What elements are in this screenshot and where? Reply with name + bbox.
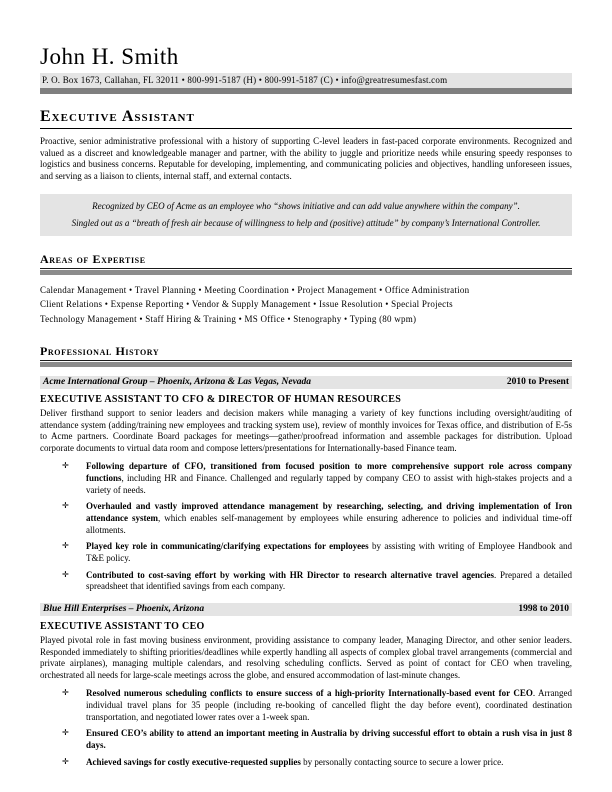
achievement-item: [56, 461, 572, 496]
expertise-heading-rule: [40, 270, 572, 275]
achievement-item: [56, 570, 572, 593]
achievement-detail: by personally contacting source to secure a lower price.: [300, 756, 504, 767]
candidate-name: John H. Smith: [40, 44, 179, 69]
achievement-item: [56, 688, 572, 723]
cross-bullet-icon: ✛: [62, 569, 69, 579]
expertise-section: [40, 252, 572, 326]
header-divider: [40, 88, 572, 94]
company-name: Blue Hill Enterprises – Phoenix, Arizona: [43, 604, 205, 615]
achievement-lead: Following departure of CFO, transitioned from focused position to more comprehensive support role across company functions: [86, 461, 572, 483]
achievement-item: [56, 757, 572, 769]
job-entry: [40, 376, 572, 593]
achievement-lead: Resolved numerous scheduling conflicts to ensure success of a high-priority Internationally-based event for CEO: [86, 688, 533, 699]
job-entry: [40, 603, 572, 768]
achievement-detail: , which enables self-management by employees while ensuring adherence to policies and individual time-off allotments.: [86, 513, 572, 535]
achievement-detail: . Prepared a detailed spreadsheet that identified savings from each company.: [86, 569, 572, 592]
achievement-lead: Overhauled and vastly improved attendance management by researching, selecting, and driving implementation of Iron attendance system: [86, 501, 572, 524]
achievement-item: [56, 728, 572, 751]
expertise-line: Calendar Management • Travel Planning • Meeting Coordination • Project Management • Office Administration: [40, 285, 470, 296]
achievement-lead: Ensured CEO’s ability to attend an important meeting in Australia by driving successful effort to obtain a rush visa in just 8 days.: [86, 728, 572, 750]
expertise-heading: Areas of Expertise: [40, 252, 572, 269]
company-row: [40, 603, 572, 616]
expertise-line: Client Relations • Expense Reporting • Vendor & Supply Management • Issue Resolution • Special Projects: [40, 299, 453, 310]
cross-bullet-icon: ✛: [62, 688, 69, 698]
cross-bullet-icon: ✛: [62, 756, 69, 766]
achievement-lead: Achieved savings for costly executive-requested supplies: [86, 756, 301, 767]
achievement-item: [56, 541, 572, 564]
achievement-list: [40, 461, 572, 593]
cross-bullet-icon: ✛: [62, 461, 69, 471]
job-description: Played pivotal role in fast moving business environment, providing assistance to company leader, Managing Director, and other senior leaders. Responded immediately to shifting priorities/deadlines while expertly handling all aspects of complex global travel arrangements (commercial and private airplanes), managing multiple calendars, and resolving scheduling conflicts. Served as point of contact for CEO when traveling, orchestrated all needs for large-scale meetings across the globe, and ensured accommodation of last-minute changes.: [40, 635, 572, 680]
company-row: [40, 376, 572, 389]
history-heading-rule: [40, 362, 572, 367]
testimonial-quote-1: Recognized by CEO of Acme as an employee who “shows initiative and can add value anywhere within the company”.: [92, 201, 520, 212]
cross-bullet-icon: ✛: [62, 501, 69, 511]
achievement-detail: . Arranged individual travel plans for 35 people (including re-booking of cancelled flight the day before event), coordinated destination transportation, and negotiated lower rates over a 1-week span.: [86, 688, 572, 722]
achievement-lead: Contributed to cost-saving effort by working with HR Director to research alternative travel agencies: [86, 569, 495, 580]
testimonial-quote-2: Singled out as a “breath of fresh air because of willingness to help and (positive) attitude” by company’s International Controller.: [71, 218, 541, 229]
history-section: [40, 344, 572, 768]
profile-section: [40, 108, 572, 182]
history-heading: Professional History: [40, 344, 572, 361]
achievement-detail: by assisting with writing of Employee Handbook and T&E policy.: [86, 541, 572, 564]
header: [40, 44, 572, 94]
testimonial-box: [40, 194, 572, 236]
employment-dates: 2010 to Present: [506, 377, 569, 388]
job-title: EXECUTIVE ASSISTANT TO CEO: [40, 621, 205, 633]
achievement-lead: Played key role in communicating/clarifying expectations for employees: [86, 541, 369, 552]
employment-dates: 1998 to 2010: [518, 604, 569, 615]
expertise-line: Technology Management • Staff Hiring & Training • MS Office • Stenography • Typing (80 wpm): [40, 313, 417, 324]
contact-info: P. O. Box 1673, Callahan, FL 32011 • 800-991-5187 (H) • 800-991-5187 (C) • info@greatresumesfast.com: [40, 73, 572, 88]
achievement-item: [56, 501, 572, 536]
achievement-detail: , including HR and Finance. Challenged and regularly tapped by company CEO to assist with high-stakes projects and a variety of needs.: [86, 472, 572, 495]
achievement-list: [40, 688, 572, 768]
company-name: Acme International Group – Phoenix, Arizona & Las Vegas, Nevada: [43, 377, 312, 388]
job-description: Deliver firsthand support to senior leaders and decision makers while managing a variety of key functions including oversight/auditing of attendance system (adding/training new employees and tracking system use), review of monthly invoices for Texas office, and distribution of E-5s to Acme partners. Coordinate Board packages for meetings—gather/proofread information and assemble packages for distribution. Upload corporate documents to virtual data room and compose letters/presentations for Internationally-based Finance team.: [40, 408, 572, 453]
cross-bullet-icon: ✛: [62, 728, 69, 738]
profile-heading: Executive Assistant: [40, 108, 572, 129]
job-title: EXECUTIVE ASSISTANT TO CFO & DIRECTOR OF HUMAN RESOURCES: [40, 394, 402, 406]
cross-bullet-icon: ✛: [62, 541, 69, 551]
profile-summary: Proactive, senior administrative professional with a history of supporting C-level leaders in fast-paced corporate environments. Recognized and valued as a discreet and knowledgeable manager and partner, with the ability to juggle and prioritize needs while ensuring speedy responses to logistics and business concerns. Reputable for developing, implementing, and communicating policies and objectives, handling unforeseen issues, and serving as a liaison to clients, internal staff, and external contacts.: [40, 136, 572, 181]
expertise-list: [40, 283, 572, 326]
